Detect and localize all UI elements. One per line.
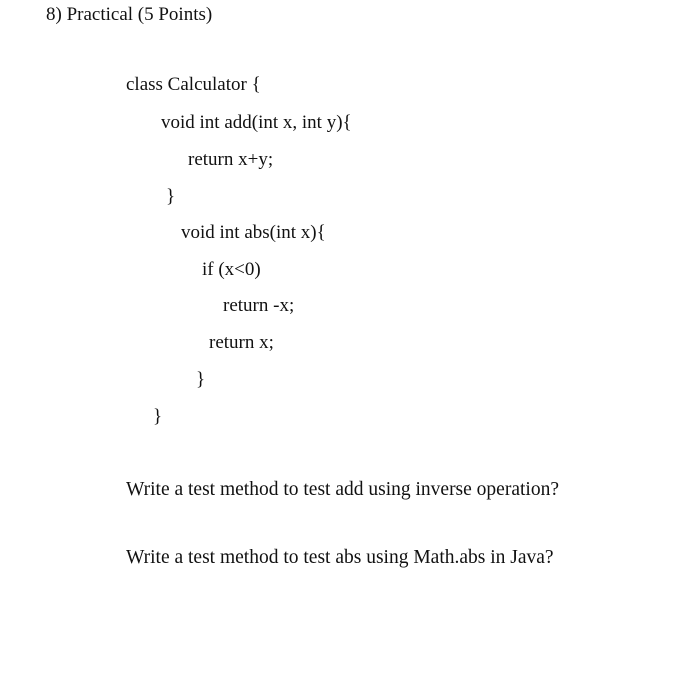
code-abs-return-negative: return -x; [223,295,295,316]
code-add-signature: void int add(int x, int y){ [161,112,352,133]
code-abs-signature: void int abs(int x){ [181,222,326,243]
code-add-return: return x+y; [188,149,274,170]
question-heading: 8) Practical (5 Points) [46,4,213,25]
code-class-close-brace: } [153,406,163,427]
code-abs-return: return x; [209,332,274,353]
prompt-abs-test: Write a test method to test abs using Math.abs in Java? [126,547,554,568]
code-add-close-brace: } [166,186,176,207]
code-abs-if: if (x<0) [202,259,261,280]
code-class-declaration: class Calculator { [126,74,261,95]
code-abs-close-brace: } [196,369,206,390]
prompt-add-test: Write a test method to test add using inverse operation? [126,479,559,500]
